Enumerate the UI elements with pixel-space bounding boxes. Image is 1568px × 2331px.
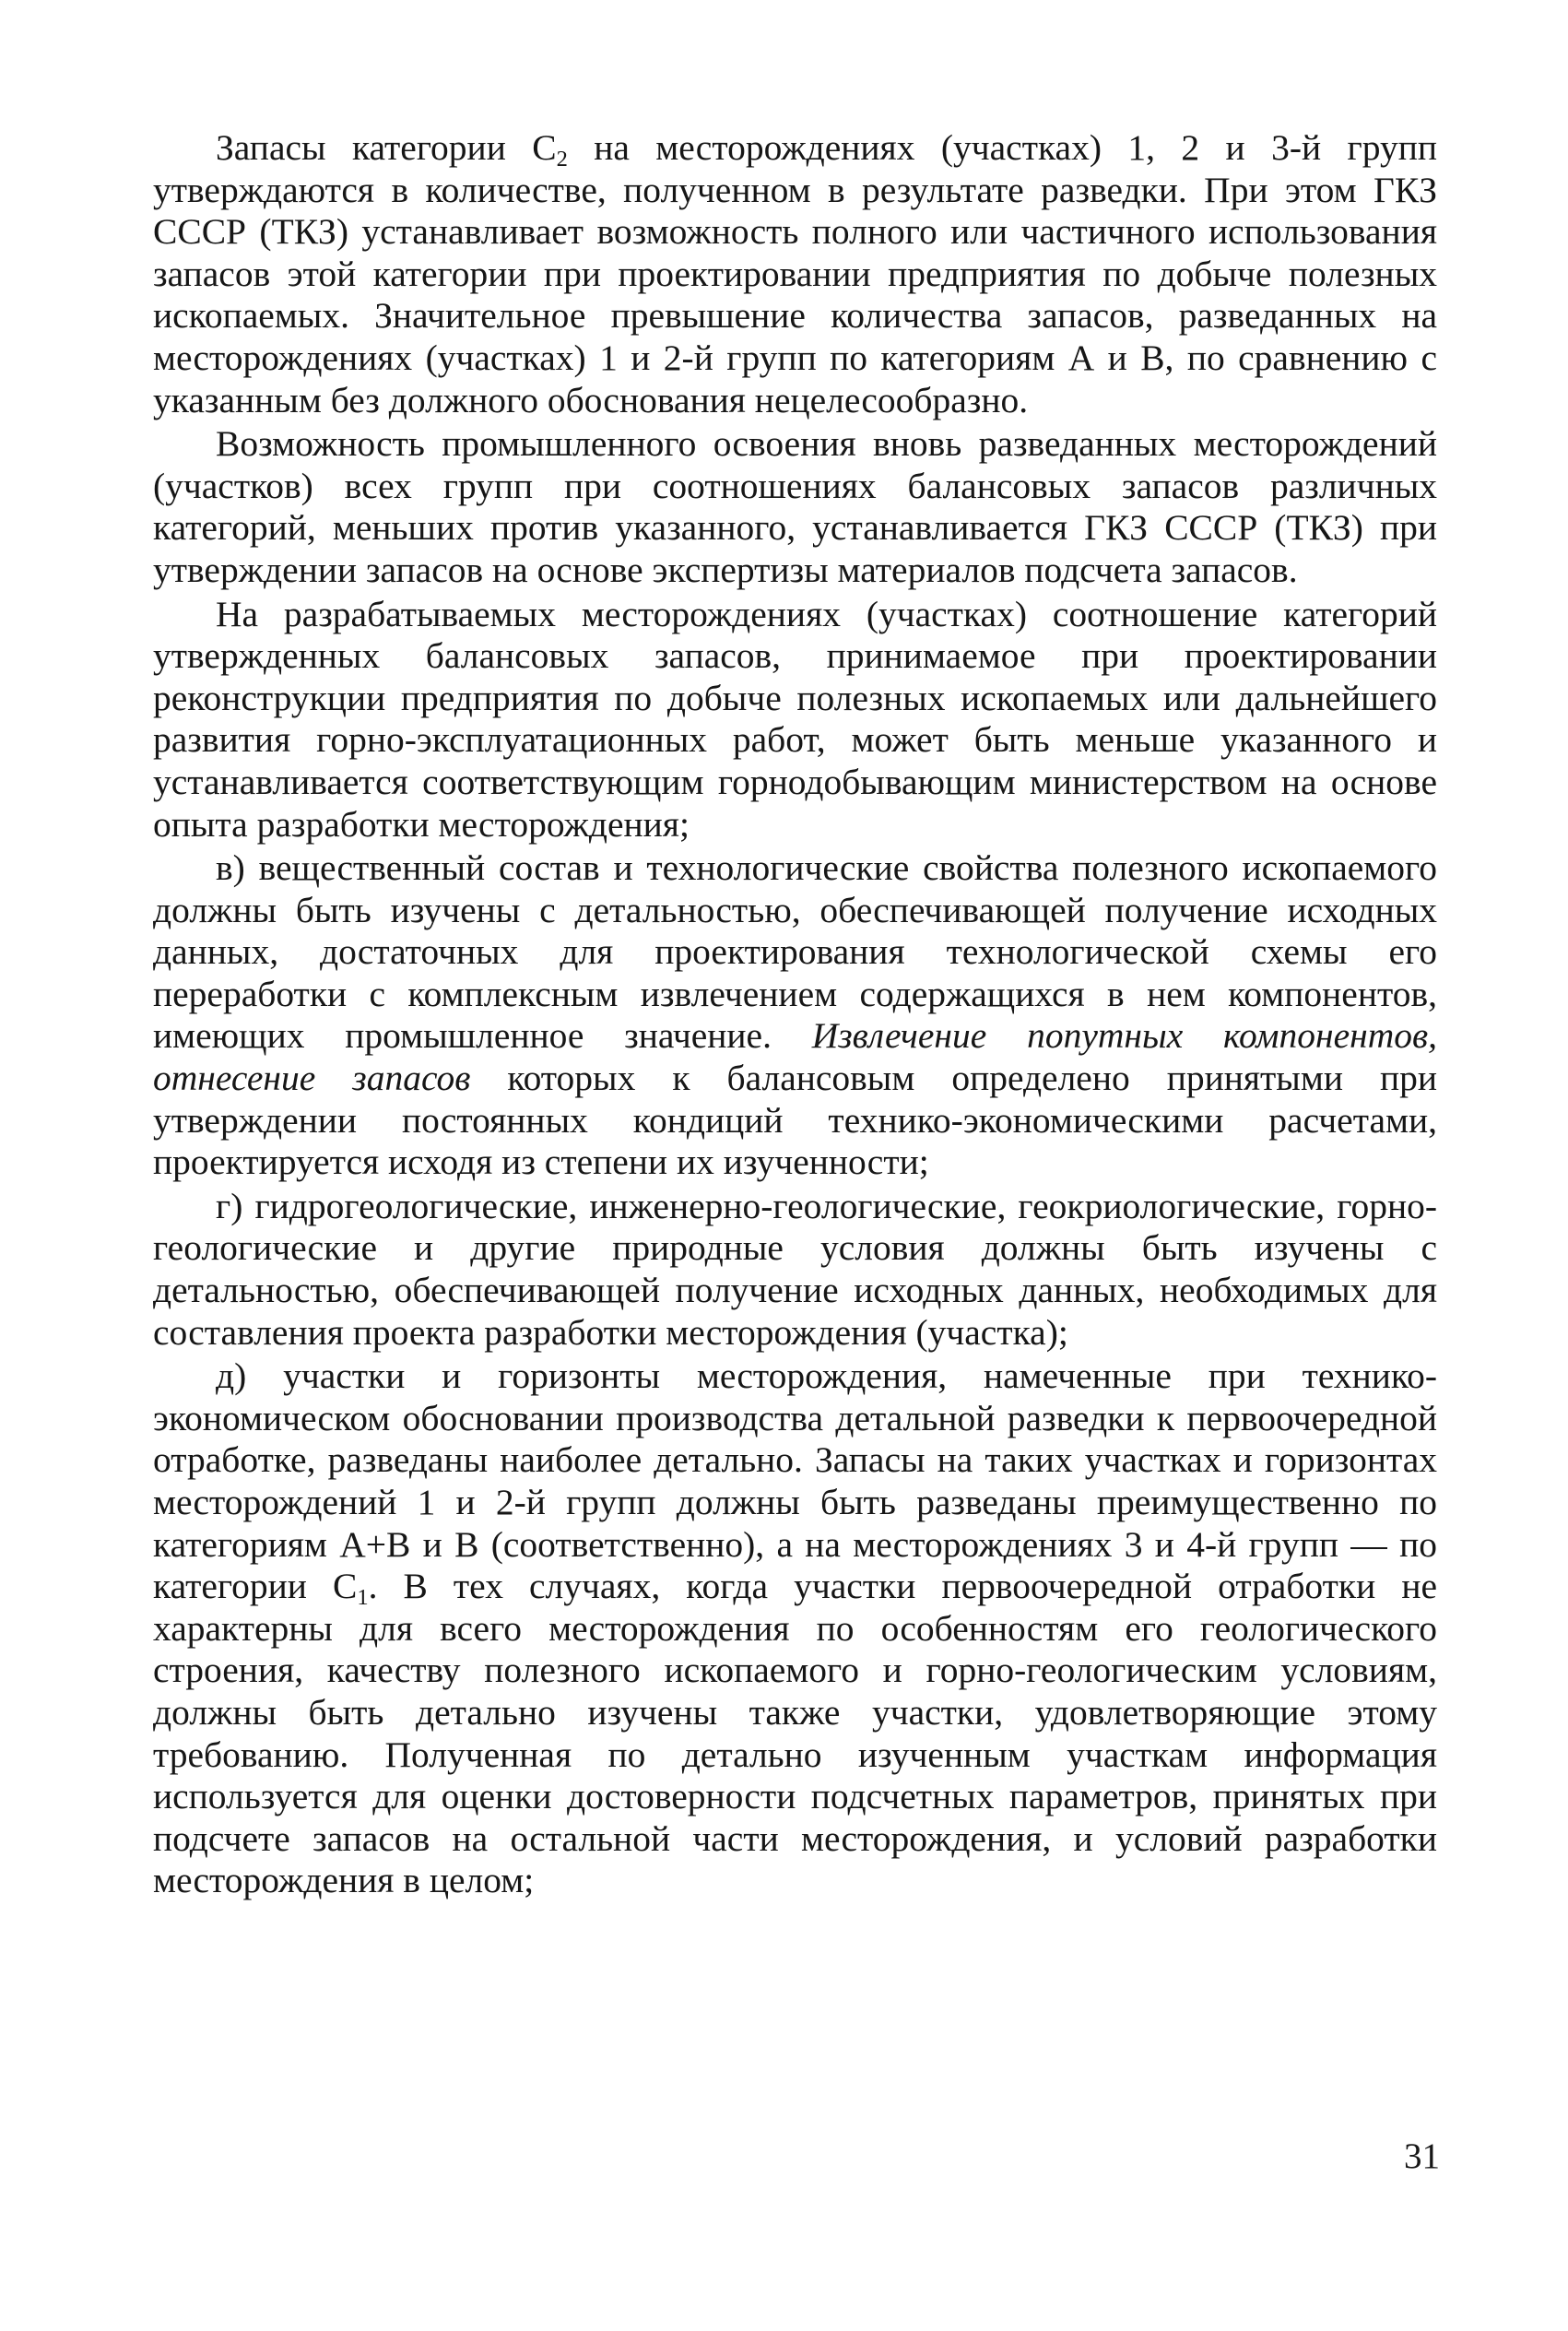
- page-body: [153, 127, 1437, 1902]
- paragraph-item-d: д) участки и горизонты месторождения, намеченные при технико-экономическом обосновании производства детальной разведки к первоочередной отработке, разведаны наиболее детально. Запасы на таких участках и горизонтах месторождений 1 и 2-й групп должны быть разведаны преимущественно по категориям А+В и В (соответственно), а на месторождениях 3 и 4-й групп — по категории $С_1$. В тех случаях, когда участки первоочередной отработки не характерны для всего месторождения по особенностям его геологического строения, качеству полезного ископаемого и горно-геологическим условиям, должны быть детально изучены также участки, удовлетворяющие этому требованию. Полученная по детально изученным участкам информация используется для оценки достоверности подсчетных параметров, принятых при подсчете запасов на остальной части месторождения, и условий разработки месторождения в целом;: [153, 1355, 1437, 1901]
- paragraph-item-g: г) гидрогеологические, инженерно-геологические, геокриологические, горно-геологические и другие природные условия должны быть изучены с детальностью, обеспечивающей получение исходных данных, необходимых для составления проекта разработки месторождения (участка);: [153, 1185, 1437, 1353]
- subscript-2: 2: [556, 146, 568, 172]
- paragraph-developed-deposits: На разрабатываемых месторождениях (участках) соотношение категорий утвержденных балансовых запасов, принимаемое при проектировании реконструкции предприятия по добыче полезных ископаемых или дальнейшего развития горно-эксплуатационных работ, может быть меньше указанного и устанавливается соответствующим горнодобывающим министерством на основе опыта разработки месторождения;: [153, 593, 1437, 845]
- paragraph-item-v: в) вещественный состав и технологические свойства полезного ископаемого должны быть изучены с детальностью, обеспечивающей получение исходных данных, достаточных для проектирования технологической схемы его переработки с комплексным извлечением содержащихся в нем компонентов, имеющих промышленное значение. Извлечение попутных компонентов, отнесение запасов которых к балансовым определено принятыми при утверждении постоянных кондиций технико-экономическими расчетами, проектируется исходя из степени их изученности;: [153, 847, 1437, 1183]
- page-number: 31: [1404, 2136, 1440, 2176]
- italic-phrase: Извлечение попутных компонентов, отнесение запасов: [153, 1015, 1437, 1099]
- subscript-1: 1: [357, 1585, 369, 1611]
- paragraph-industrial-development: Возможность промышленного освоения вновь разведанных месторождений (участков) всех групп при соотношениях балансовых запасов различных категорий, меньших против указанного, устанавливается ГКЗ СССР (ТКЗ) при утверждении запасов на основе экспертизы материалов подсчета запасов.: [153, 423, 1437, 590]
- paragraph-c2-reserves: Запасы категории $С_2$ на месторождениях (участках) 1, 2 и 3-й групп утверждаются в количестве, полученном в результате разведки. При этом ГКЗ СССР (ТКЗ) устанавливает возможность полного или частичного использования запасов этой категории при проектировании предприятия по добыче полезных ископаемых. Значительное превышение количества запасов, разведанных на месторождениях (участках) 1 и 2-й групп по категориям А и В, по сравнению с указанным без должного обоснования нецелесообразно.: [153, 127, 1437, 420]
